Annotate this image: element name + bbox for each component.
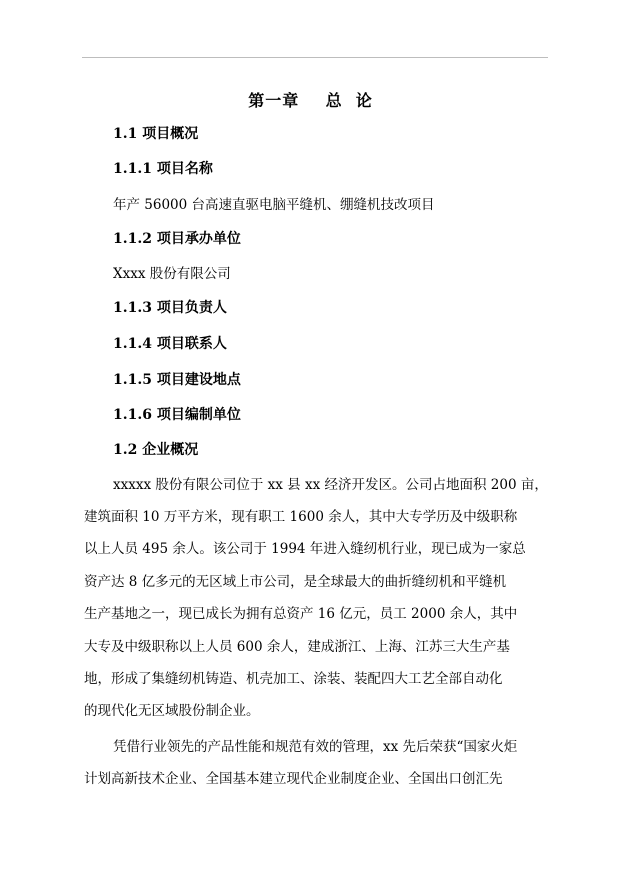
chapter-title: 第一章 总 论 — [248, 91, 373, 110]
header-rule — [82, 57, 548, 58]
heading-1-1-6: 1.1.6 项目编制单位 — [113, 407, 241, 423]
heading-1-1-5: 1.1.5 项目建设地点 — [113, 372, 241, 388]
heading-1-1: 1.1 项目概况 — [113, 126, 199, 142]
heading-1-1-3: 1.1.3 项目负责人 — [113, 300, 227, 316]
heading-1-1-4: 1.1.4 项目联系人 — [113, 336, 227, 352]
project-name-text: 年产 56000 台高速直驱电脑平缝机、绷缝机技改项目 — [113, 197, 435, 213]
heading-1-1-2: 1.1.2 项目承办单位 — [113, 231, 241, 247]
paragraph-line: 地，形成了集缝纫机铸造、机壳加工、涂装、装配四大工艺全部自动化 — [84, 671, 503, 687]
paragraph-line: 的现代化无区域股份制企业。 — [84, 703, 260, 719]
paragraph-line: 计划高新技术企业、全国基本建立现代企业制度企业、全国出口创汇先 — [84, 771, 503, 787]
paragraph-line: xxxxx 股份有限公司位于 xx 县 xx 经济开发区。公司占地面积 200 亩， — [113, 477, 548, 493]
paragraph-line: 以上人员 495 余人。该公司于 1994 年进入缝纫机行业，现已成为一家总 — [84, 541, 526, 557]
heading-1-2: 1.2 企业概况 — [113, 442, 199, 458]
paragraph-line: 大专及中级职称以上人员 600 余人，建成浙江、上海、江苏三大生产基 — [84, 639, 510, 655]
paragraph-line: 生产基地之一，现已成长为拥有总资产 16 亿元，员工 2000 余人，其中 — [84, 606, 518, 622]
paragraph-line: 建筑面积 10 万平方米，现有职工 1600 余人，其中大专学历及中级职称 — [84, 509, 518, 525]
heading-1-1-1: 1.1.1 项目名称 — [113, 161, 213, 177]
paragraph-line: 资产达 8 亿多元的无区域上市公司，是全球最大的曲折缝纫机和平缝机 — [84, 574, 507, 590]
undertaking-unit-text: Xxxx 股份有限公司 — [113, 266, 231, 282]
paragraph-line: 凭借行业领先的产品性能和规范有效的管理，xx 先后荣获“国家火炬 — [113, 739, 518, 755]
